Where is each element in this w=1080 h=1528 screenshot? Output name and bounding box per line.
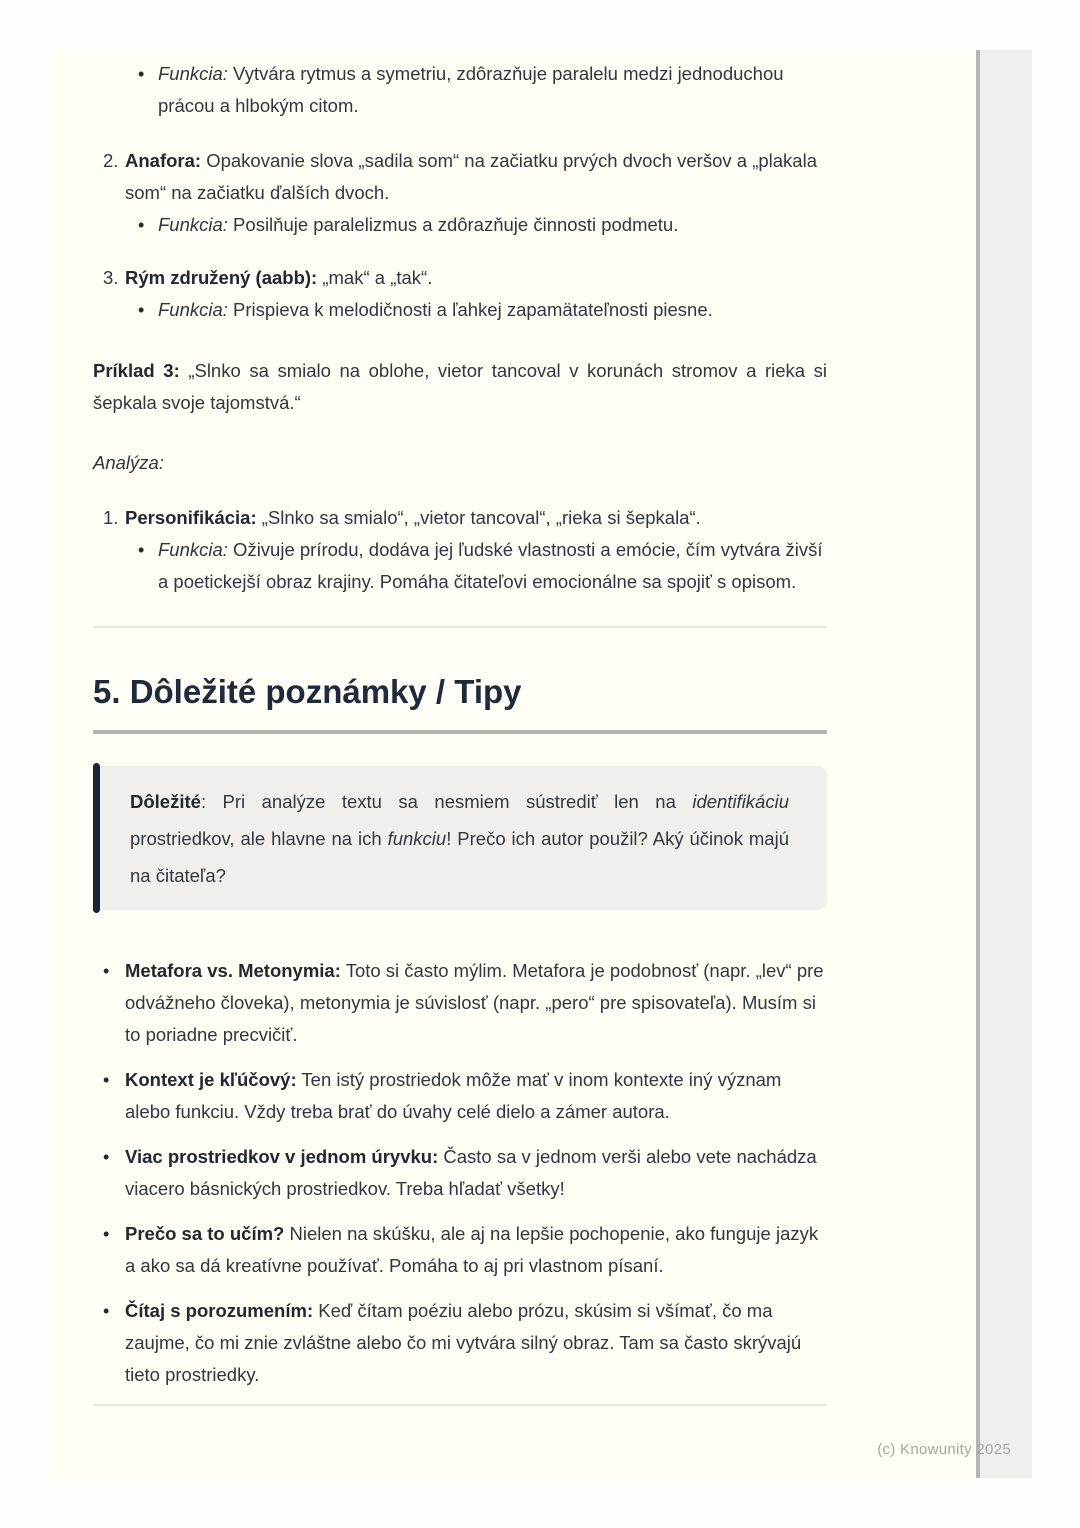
funkcia-text: Prispieva k melodičnosti a ľahkej zapamätateľnosti piesne. xyxy=(227,299,713,320)
tip-label: Viac prostriedkov v jednom úryvku: xyxy=(125,1146,439,1167)
numbered-item-rym xyxy=(93,262,827,326)
list-item xyxy=(125,294,827,326)
item-number: 1. xyxy=(103,507,119,528)
tip-text: Toto si často mýlim. Metafora je podobnosť (napr. „lev“ pre odvážneho človeka), metonymia je súvislosť (napr. „pero“ pre spisovateľa). Musím si to poriadne precvičiť. xyxy=(125,960,824,1045)
item-term: Personifikácia: xyxy=(125,507,257,528)
funkcia-label: Funkcia: xyxy=(158,63,228,84)
funkcia-bullet-continuation xyxy=(93,58,827,122)
callout-text-1: : Pri analýze textu sa nesmiem sústrediť len na xyxy=(200,791,693,812)
tip-label: Metafora vs. Metonymia: xyxy=(125,960,341,981)
item-text: „Slnko sa smialo“, „vietor tancoval“, „rieka si šepkala“. xyxy=(256,507,701,528)
item-term: Rým združený (aabb): xyxy=(125,267,318,288)
funkcia-text: Vytvára rytmus a symetriu, zdôrazňuje paralelu medzi jednoduchou prácou a hlbokým citom. xyxy=(158,63,784,116)
priklad-text: „Slnko sa smialo na oblohe, vietor tancoval v korunách stromov a rieka si šepkala svoje tajomstvá.“ xyxy=(93,360,827,413)
tip-text: Keď čítam poéziu alebo prózu, skúsim si všímať, čo ma zaujme, čo mi znie zvláštne alebo čo mi vytvára silný obraz. Tam sa často skrývajú tieto prostriedky. xyxy=(125,1300,802,1385)
item-text: Opakovanie slova „sadila som“ na začiatku prvých dvoch veršov a „plakala som“ na začiatku ďalších dvoch. xyxy=(125,150,817,203)
funkcia-label: Funkcia: xyxy=(158,214,228,235)
numbered-item-personifikacia xyxy=(93,502,827,598)
priklad-label: Príklad 3: xyxy=(93,360,180,381)
funkcia-text: Oživuje prírodu, dodáva jej ľudské vlastnosti a emócie, čím vytvára živší a poetickejší obraz krajiny. Pomáha čitateľovi emocionálne sa spojiť s opisom. xyxy=(158,539,823,592)
tip-text: Nielen na skúšku, ale aj na lepšie pochopenie, ako funguje jazyk a ako sa dá kreatívne používať. Pomáha to aj pri vlastnom písaní. xyxy=(125,1223,819,1276)
list-item xyxy=(125,209,827,241)
page-content xyxy=(93,50,827,1406)
item-number: 2. xyxy=(103,150,119,171)
analyza-label: Analýza: xyxy=(93,452,164,473)
tip-label: Kontext je kľúčový: xyxy=(125,1069,297,1090)
item-term: Anafora: xyxy=(125,150,202,171)
tip-label: Čítaj s porozumením: xyxy=(125,1300,314,1321)
callout-accent-bar xyxy=(93,763,100,913)
tip-preco-sa-ucim xyxy=(93,1218,827,1282)
funkcia-label: Funkcia: xyxy=(158,539,228,560)
section-divider xyxy=(93,626,827,628)
funkcia-text: Posilňuje paralelizmus a zdôrazňuje činnosti podmetu. xyxy=(227,214,679,235)
tip-text: Ten istý prostriedok môže mať v inom kontexte iný význam alebo funkciu. Vždy treba brať do úvahy celé dielo a zámer autora. xyxy=(125,1069,782,1122)
callout-italic-2: funkciu xyxy=(387,828,447,849)
important-callout xyxy=(93,766,827,910)
item-text: „mak“ a „tak“. xyxy=(317,267,433,288)
priklad-paragraph xyxy=(93,355,827,419)
callout-italic-1: identifikáciu xyxy=(692,791,789,812)
numbered-item-anafora xyxy=(93,145,827,241)
next-page-edge-strip xyxy=(976,50,1032,1478)
tip-citaj-s-porozumenim xyxy=(93,1295,827,1391)
callout-label: Dôležité xyxy=(130,791,201,812)
list-item xyxy=(125,534,827,598)
tip-metafora-vs-metonymia xyxy=(93,955,827,1051)
tip-kontext xyxy=(93,1064,827,1128)
callout-text-3: ! Prečo ich autor použil? Aký účinok majú na čitateľa? xyxy=(130,828,789,886)
tip-text: Často sa v jednom verši alebo vete nachádza viacero básnických prostriedkov. Treba hľadať všetky! xyxy=(125,1146,817,1199)
heading-underline xyxy=(93,730,827,734)
tip-label: Prečo sa to učím? xyxy=(125,1223,285,1244)
bottom-divider xyxy=(93,1404,827,1406)
list-item xyxy=(93,58,827,122)
callout-text-2: prostriedkov, ale hlavne na ich xyxy=(130,828,388,849)
tip-viac-prostriedkov xyxy=(93,1141,827,1205)
copyright-watermark: (c) Knowunity 2025 xyxy=(877,1441,1011,1458)
item-number: 3. xyxy=(103,267,119,288)
tips-list xyxy=(93,955,827,1391)
section-heading: 5. Dôležité poznámky / Tipy xyxy=(93,673,522,710)
funkcia-label: Funkcia: xyxy=(158,299,228,320)
